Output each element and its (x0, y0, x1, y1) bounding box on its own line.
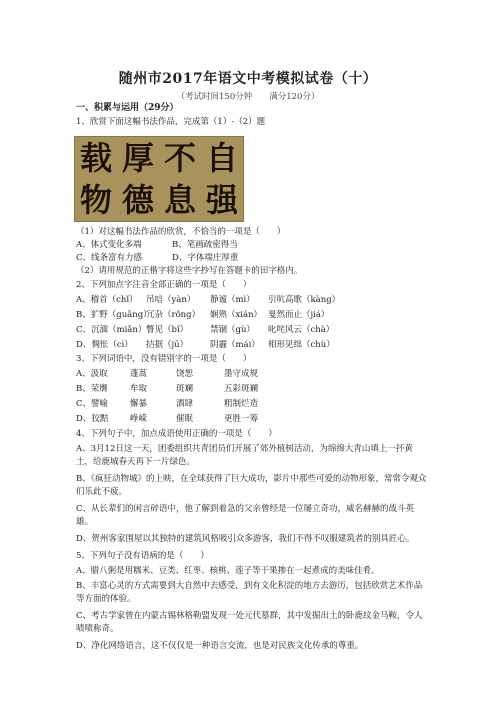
calligraphy-char: 厚 (121, 139, 154, 177)
option-cell: 墨守成规 (224, 369, 259, 379)
option-cell: B、荣膺 (76, 384, 108, 394)
option-a: A、3月12日这一天，团委组织共青团员们开展了郊外植树活动，为绵绵大青山填上一抔黄土，给鹿城春天再下一片绿色。 (76, 444, 413, 467)
option-cell: 峥嵘 (130, 414, 148, 424)
section-heading: 一、积累与运用（29分） (76, 103, 179, 113)
option-cell: 蓬蒿 (130, 369, 148, 379)
option-cell: 更胜一筹 (224, 414, 259, 424)
option-d: D、字体端庄厚重 (172, 253, 239, 263)
question-3-stem: 3、下列词语中，没有错别字的一项是（ ） (76, 354, 252, 364)
page-title: 随州市2017年语文中考模拟试卷（十） (118, 71, 378, 87)
option-row (76, 294, 340, 306)
option-row (76, 239, 238, 251)
option-cell: D、惆怅（cì） (76, 340, 133, 350)
option-row (76, 368, 258, 380)
calligraphy-image (74, 136, 244, 222)
option-b: B、笔画疏密得当 (172, 240, 238, 250)
option-cell: 粗制烂造 (224, 399, 259, 409)
question-5-stem: 5、下列句子没有语病的是（ ） (76, 551, 209, 561)
option-cell: 饶恕 (176, 369, 194, 379)
option-row (76, 252, 238, 264)
option-cell: C、譬喻 (76, 399, 109, 409)
calligraphy-char: 载 (79, 139, 112, 177)
option-cell: 娴熟（xián） (210, 310, 263, 320)
option-cell: 相形见绌（chù） (268, 340, 335, 350)
option-cell: 吊唁（yàn） (146, 295, 196, 305)
option-cell: 拮据（jū） (146, 340, 189, 350)
option-b: B、丰富心灵的方式需要到大自然中去感受，到有文化积淀的地方去游历，包括欣赏艺术作品等方面的体验。 (76, 581, 423, 604)
option-d: D、净化网络语言，这不仅仅是一种语言交流，也是对民族文化传承的尊重。 (76, 641, 364, 651)
option-cell: C、沉湎（miǎn） (76, 325, 147, 335)
option-cell: 冗杂（rǒng） (146, 310, 201, 320)
calligraphy-char: 不 (163, 139, 196, 177)
calligraphy-char: 物 (79, 181, 112, 219)
option-cell: A、稽首（chǐ） (76, 295, 138, 305)
option-cell: 阴霾（mái） (210, 340, 260, 350)
option-cell: 酒肆 (176, 399, 194, 409)
option-cell: 叱咤风云（chà） (268, 325, 335, 335)
option-cell: 斑斓 (176, 384, 194, 394)
calligraphy-char: 自 (205, 139, 238, 177)
option-cell: D、狡黠 (76, 414, 109, 424)
option-cell: 戛然而止（jiá） (268, 310, 330, 320)
option-cell: 静谧（mì） (210, 295, 255, 305)
option-cell: 牟取 (130, 384, 148, 394)
option-row (76, 398, 258, 410)
option-cell: A、汲取 (76, 369, 108, 379)
option-row (76, 413, 258, 425)
option-row (76, 324, 334, 336)
calligraphy-char: 息 (163, 181, 196, 219)
question-4-stem: 4、下列句子中，加点成语使用正确的一项是（ ） (76, 429, 277, 439)
exam-info: （考试时间150分钟 满分120分） (176, 92, 320, 102)
option-row (76, 309, 329, 321)
question-1-sub1: （1）对这幅书法作品的欣赏，不恰当的一项是（ ） (76, 227, 286, 237)
option-cell: 五彩斑斓 (224, 384, 259, 394)
option-row (76, 383, 258, 395)
option-cell: 引吭高歌（kàng） (268, 295, 341, 305)
option-a: A、腊八粥是用糯米、豆类、红枣、核桃、莲子等干果掺在一起煮成的美味佳肴。 (76, 566, 380, 576)
calligraphy-char: 强 (205, 181, 238, 219)
option-cell: 禁锢（gù） (210, 325, 255, 335)
option-c: C、考古学家曾在内蒙古锡林格勒盟发现一处元代墓群，其中发掘出土的卧鹿纹金马鞍，令人啧啧称奇。 (76, 611, 423, 634)
calligraphy-char: 德 (121, 181, 154, 219)
option-c: C、线条富有力感 (76, 253, 143, 263)
option-cell: 懈暴 (130, 399, 148, 409)
option-a: A、体式变化多端 (76, 240, 142, 250)
option-cell: 瞥见（bǐ） (146, 325, 189, 335)
option-row (76, 339, 335, 351)
option-cell: B、犷野（guǎng） (76, 310, 152, 320)
question-1-sub2: （2）请用规范的正楷字将这些字抄写在答题卡的田字格内。 (76, 266, 303, 276)
option-b: B、《疯狂动物城》的上映，在全球获得了巨大成功，影片中那些可爱的动物形象，常常令观众们乐此不疲。 (76, 474, 427, 497)
question-1-stem: 1、欣赏下面这幅书法作品，完成第（1）-（2）题 (76, 117, 266, 127)
option-cell: 催眠 (176, 414, 194, 424)
option-c: C、从长辈们的闲言碎语中，他了解到着急的父亲曾经是一位屡立奇功，威名赫赫的战斗英雄。 (76, 504, 415, 527)
option-d: D、贺州客家围屋以其独特的建筑风格吸引众多游客，我们不得不叹服建筑者的别具匠心。 (76, 534, 415, 544)
question-2-stem: 2、下列加点字注音全部正确的一项是（ ） (76, 280, 252, 290)
